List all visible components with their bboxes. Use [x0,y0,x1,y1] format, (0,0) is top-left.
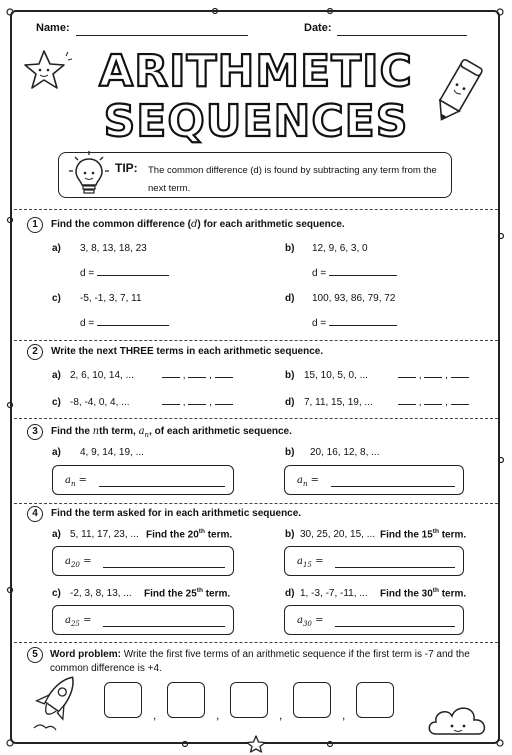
term-3-box[interactable] [230,682,268,718]
item-4b-label: b) [285,529,295,540]
term-2-box[interactable] [167,682,205,718]
item-4d-sequence: 1, -3, -7, -11, ... [300,588,368,599]
item-1d-label: d) [285,293,295,304]
section-number-4: 4 [27,506,43,522]
comma: , [342,708,346,722]
item-4a-answer-box[interactable]: $a_{20}$ = [52,546,234,576]
tip-box [58,152,452,198]
item-4c-prompt: Find the 25th term. [144,587,231,600]
pencil-face-icon [432,56,484,126]
rocket-icon [28,668,84,734]
date-label: Date: [304,22,332,34]
section-number-2: 2 [27,344,43,360]
tip-label: TIP: [115,161,138,175]
item-1c-label: c) [52,293,61,304]
item-2c-label: c) [52,397,61,408]
section-divider [14,503,498,504]
item-1d-sequence: 100, 93, 86, 79, 72 [312,293,396,304]
item-1c-sequence: -5, -1, 3, 7, 11 [80,293,142,304]
section-1-instruction: Find the common difference (d) for each arithmetic sequence. [51,219,345,230]
item-1c-answer[interactable]: d = [80,318,169,329]
item-4b-prompt: Find the 15th term. [380,528,467,541]
item-4d-prompt: Find the 30th term. [380,587,467,600]
name-label: Name: [36,22,70,34]
item-2b-answer-blanks[interactable]: , , [398,370,469,381]
section-number-1: 1 [27,217,43,233]
word-problem-text: Word problem: Write the first five terms of an arithmetic sequence if the first term is -7 and the common difference is +4. [50,649,470,674]
item-3a-sequence: 4, 9, 14, 19, ... [80,447,144,458]
section-2-instruction: Write the next THREE terms in each arithmetic sequence. [51,346,324,357]
title-line-2: SEQUENCES [103,96,409,147]
item-1a-answer[interactable]: d = [80,268,169,279]
item-4a-label: a) [52,529,61,540]
star-outline-icon [246,735,266,753]
item-4a-prompt: Find the 20th term. [146,528,233,541]
item-4d-label: d) [285,588,295,599]
item-1a-label: a) [52,243,61,254]
term-4-box[interactable] [293,682,331,718]
section-divider [14,418,498,419]
item-2b-label: b) [285,370,295,381]
item-2d-label: d) [285,397,295,408]
cloud-face-icon [424,696,492,740]
section-number-5: 5 [27,647,43,663]
section-divider [14,642,498,643]
item-1d-answer[interactable]: d = [312,318,397,329]
item-3a-answer-box[interactable]: $a_n$ = [52,465,234,495]
item-1b-answer[interactable]: d = [312,268,397,279]
item-4b-sequence: 30, 25, 20, 15, ... [300,529,376,540]
item-4a-sequence: 5, 11, 17, 23, ... [70,529,139,540]
section-4-instruction: Find the term asked for in each arithmetic sequence. [51,508,302,519]
item-4c-label: c) [52,588,61,599]
lightbulb-icon [67,149,111,199]
item-4c-sequence: -2, 3, 8, 13, ... [70,588,132,599]
item-1b-sequence: 12, 9, 6, 3, 0 [312,243,368,254]
section-divider [14,340,498,341]
item-2d-sequence: 7, 11, 15, 19, ... [304,397,373,408]
section-3-instruction: Find the nth term, $a_n$, of each arithmetic sequence. [51,426,292,439]
item-4d-answer-box[interactable]: $a_{30}$ = [284,605,464,635]
item-3a-label: a) [52,447,61,458]
item-2a-sequence: 2, 6, 10, 14, ... [70,370,134,381]
date-input-line[interactable] [337,35,467,36]
item-1b-label: b) [285,243,295,254]
term-1-box[interactable] [104,682,142,718]
item-2d-answer-blanks[interactable]: , , [398,397,469,408]
term-5-box[interactable] [356,682,394,718]
title-line-1: ARITHMETIC [99,46,413,97]
item-2b-sequence: 15, 10, 5, 0, ... [304,370,368,381]
item-3b-sequence: 20, 16, 12, 8, ... [310,447,380,458]
item-3b-label: b) [285,447,295,458]
comma: , [153,708,157,722]
section-divider [14,209,498,210]
item-4b-answer-box[interactable]: $a_{15}$ = [284,546,464,576]
section-number-3: 3 [27,424,43,440]
item-2c-sequence: -8, -4, 0, 4, ... [70,397,130,408]
item-2c-answer-blanks[interactable]: , , [162,397,233,408]
item-4c-answer-box[interactable]: $a_{25}$ = [52,605,234,635]
name-input-line[interactable] [76,35,248,36]
comma: , [279,708,283,722]
item-2a-answer-blanks[interactable]: , , [162,370,233,381]
item-1a-sequence: 3, 8, 13, 18, 23 [80,243,147,254]
item-2a-label: a) [52,370,61,381]
item-3b-answer-box[interactable]: $a_n$ = [284,465,464,495]
comma: , [216,708,220,722]
tip-text: The common difference (d) is found by subtracting any term from the next term. [148,165,437,194]
